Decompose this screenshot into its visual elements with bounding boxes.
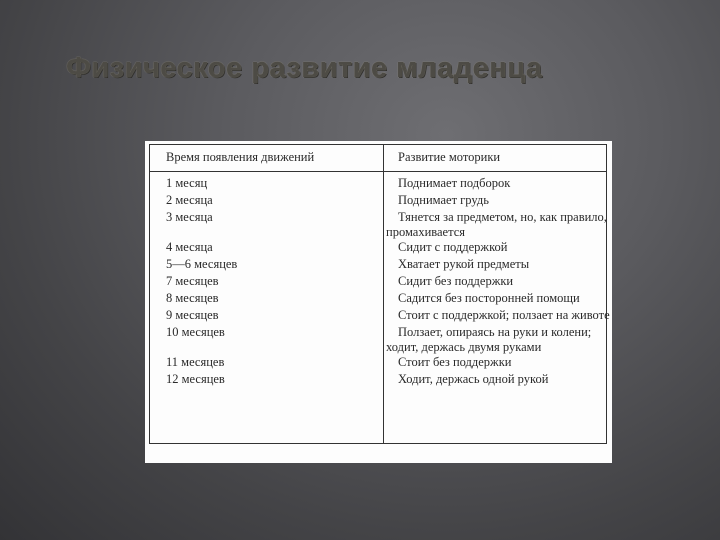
age-cell: 3 месяца xyxy=(166,210,213,224)
age-cell: 2 месяца xyxy=(166,193,213,207)
skill-cell: ходит, держась двумя руками xyxy=(386,340,542,354)
age-cell: 4 месяца xyxy=(166,240,213,254)
age-cell: 12 месяцев xyxy=(166,372,225,386)
skill-cell: промахивается xyxy=(386,225,466,239)
table-image xyxy=(145,141,612,463)
age-cell: 9 месяцев xyxy=(166,308,219,322)
skill-cell: Хватает рукой предметы xyxy=(398,257,530,271)
age-cell: 10 месяцев xyxy=(166,325,225,339)
age-cell: 5—6 месяцев xyxy=(166,257,238,271)
skill-cell: Ползает, опираясь на руки и колени; xyxy=(398,325,592,339)
skill-cell: Сидит без поддержки xyxy=(398,274,514,288)
slide-title: Физическое развитие младенца xyxy=(66,52,543,84)
age-cell: 7 месяцев xyxy=(166,274,219,288)
motor-development-table xyxy=(149,144,610,444)
header-motor: Развитие моторики xyxy=(398,150,501,164)
skill-cell: Садится без посторонней помощи xyxy=(398,291,580,305)
age-cell: 8 месяцев xyxy=(166,291,219,305)
header-divider xyxy=(150,171,606,172)
skill-cell: Ходит, держась одной рукой xyxy=(398,372,549,386)
skill-cell: Стоит с поддержкой; ползает на животе xyxy=(398,308,610,322)
column-divider xyxy=(383,145,384,443)
skill-cell: Сидит с поддержкой xyxy=(398,240,508,254)
header-time: Время появления движений xyxy=(166,150,315,164)
skill-cell: Поднимает грудь xyxy=(398,193,489,207)
skill-cell: Тянется за предметом, но, как правило, xyxy=(398,210,607,224)
age-cell: 1 месяц xyxy=(166,176,208,190)
skill-cell: Поднимает подборок xyxy=(398,176,511,190)
age-cell: 11 месяцев xyxy=(166,355,225,369)
skill-cell: Стоит без поддержки xyxy=(398,355,512,369)
